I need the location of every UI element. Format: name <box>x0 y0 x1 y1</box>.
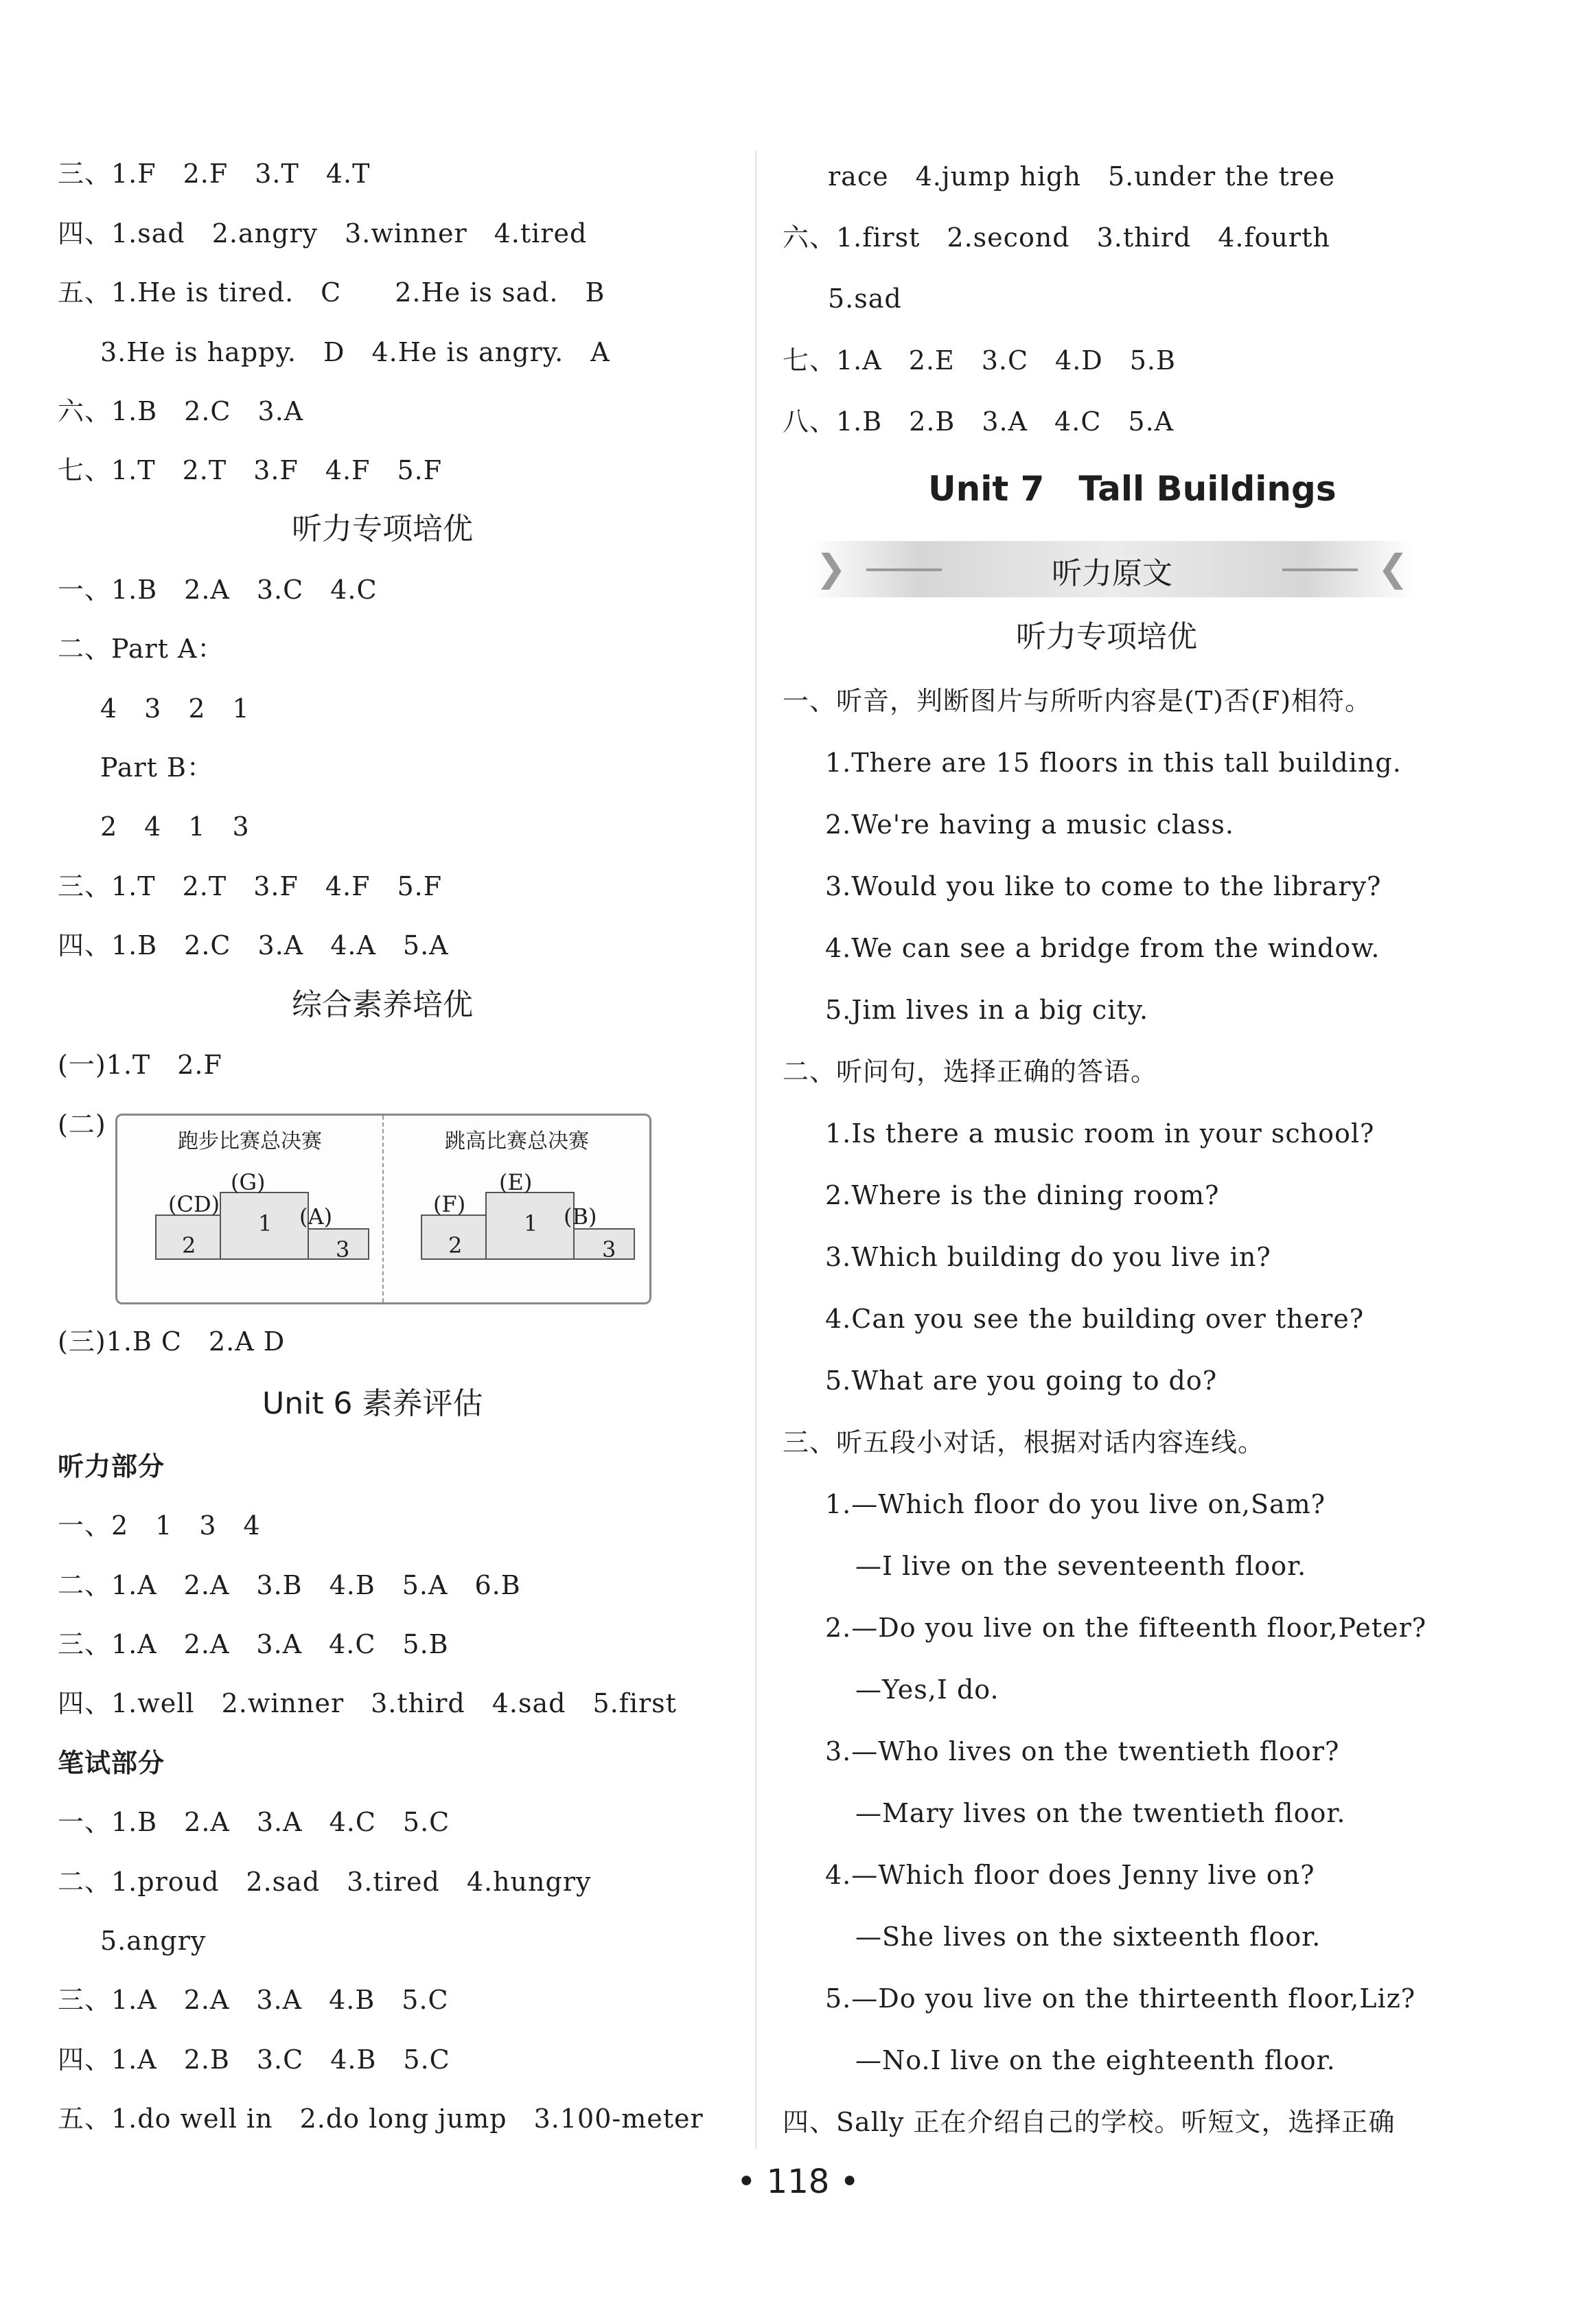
subsection-label: 听力部分 <box>58 1451 165 1482</box>
question-line: 一、听音，判断图片与所听内容是(T)否(F)相符。 <box>783 686 1372 716</box>
podium-title-high-jump: 跳高比赛总决赛 <box>445 1129 589 1153</box>
script-line: 1.—Which floor do you live on,Sam? <box>825 1489 1326 1519</box>
section-heading: Unit 6 素养评估 <box>262 1386 483 1421</box>
script-line: —Yes,I do. <box>855 1674 999 1705</box>
script-line: 3.Which building do you live in? <box>825 1242 1271 1272</box>
question-line: 四、Sally 正在介绍自己的学校。听短文，选择正确 <box>783 2107 1396 2137</box>
answer-line: 四、1.sad 2.angry 3.winner 4.tired <box>58 218 588 249</box>
answer-line: race 4.jump high 5.under the tree <box>828 161 1335 192</box>
script-line: 5.Jim lives in a big city. <box>825 995 1149 1025</box>
answer-line: 5.sad <box>828 284 902 314</box>
podium-figure <box>115 1114 651 1304</box>
script-line: 5.What are you going to do? <box>825 1366 1218 1396</box>
column-divider <box>755 151 756 2149</box>
answer-line: 3.He is happy. D 4.He is angry. A <box>100 337 610 367</box>
question-line: 三、听五段小对话，根据对话内容连线。 <box>783 1427 1265 1458</box>
podium-mark: 1 <box>258 1210 273 1236</box>
podium-mark: 3 <box>336 1236 350 1263</box>
podium-mark: 1 <box>524 1210 538 1236</box>
answer-line: 一、1.B 2.A 3.C 4.C <box>58 575 378 605</box>
script-line: —No.I live on the eighteenth floor. <box>855 2045 1336 2075</box>
answer-line: 三、1.T 2.T 3.F 4.F 5.F <box>58 871 443 901</box>
answer-line: 二、Part A： <box>58 634 224 664</box>
answer-line: 4 3 2 1 <box>100 693 250 724</box>
question-line: 二、听问句，选择正确的答语。 <box>783 1057 1158 1087</box>
podium-mark: (CD) <box>168 1191 220 1217</box>
podium-mark: (B) <box>564 1203 597 1230</box>
script-line: 2.Where is the dining room? <box>825 1180 1220 1210</box>
section-heading: 听力专项培优 <box>292 511 473 546</box>
podium-title-running: 跑步比赛总决赛 <box>178 1129 322 1153</box>
answer-line: 2 4 1 3 <box>100 811 250 842</box>
chevron-left-icon: ❮ <box>1377 546 1409 590</box>
answer-line: 四、1.A 2.B 3.C 4.B 5.C <box>58 2045 450 2075</box>
script-line: 4.We can see a bridge from the window. <box>825 933 1380 963</box>
podium-mark: 2 <box>448 1232 463 1258</box>
podium-mark: 2 <box>182 1232 196 1258</box>
podium-mark: 3 <box>602 1236 616 1263</box>
answer-line: 5.angry <box>100 1926 207 1956</box>
answer-line: 四、1.B 2.C 3.A 4.A 5.A <box>58 930 449 960</box>
answer-line: 七、1.T 2.T 3.F 4.F 5.F <box>58 455 443 485</box>
podium-mark: (A) <box>299 1203 333 1230</box>
answer-line: 六、1.first 2.second 3.third 4.fourth <box>783 222 1330 253</box>
answer-line: 三、1.A 2.A 3.A 4.B 5.C <box>58 1985 449 2015</box>
script-line: 4.—Which floor does Jenny live on? <box>825 1860 1315 1890</box>
answer-line: 六、1.B 2.C 3.A <box>58 396 304 426</box>
section-heading: 综合素养培优 <box>292 987 473 1022</box>
section-heading: 听力专项培优 <box>1016 619 1197 654</box>
answer-line: 二、1.proud 2.sad 3.tired 4.hungry <box>58 1867 592 1897</box>
answer-line: 七、1.A 2.E 3.C 4.D 5.B <box>783 345 1176 376</box>
podium-mark: (E) <box>499 1169 533 1195</box>
banner-label: 听力原文 <box>1052 556 1172 591</box>
podium-mark: (G) <box>231 1169 266 1195</box>
answer-line: (一)1.T 2.F <box>58 1050 222 1080</box>
script-line: 5.—Do you live on the thirteenth floor,Liz? <box>825 1983 1416 2014</box>
answer-line: 三、1.F 2.F 3.T 4.T <box>58 159 371 189</box>
podium-drawing <box>117 1116 649 1302</box>
chevron-right-icon: ❯ <box>816 546 847 590</box>
script-line: 3.Would you like to come to the library? <box>825 871 1382 901</box>
answer-line: 三、1.A 2.A 3.A 4.C 5.B <box>58 1629 449 1659</box>
script-line: 1.There are 15 floors in this tall building. <box>825 748 1402 778</box>
listening-script-banner <box>810 541 1414 597</box>
answer-line: 四、1.well 2.winner 3.third 4.sad 5.first <box>58 1688 677 1718</box>
answer-line: (二) <box>58 1109 106 1140</box>
answer-line: 一、1.B 2.A 3.A 4.C 5.C <box>58 1807 450 1837</box>
podium-mark: (F) <box>433 1191 466 1217</box>
subsection-label: 笔试部分 <box>58 1748 165 1778</box>
script-line: —She lives on the sixteenth floor. <box>855 1922 1321 1952</box>
answer-line: (三)1.B C 2.A D <box>58 1326 286 1357</box>
answer-line: 八、1.B 2.B 3.A 4.C 5.A <box>783 406 1175 437</box>
answer-line: 二、1.A 2.A 3.B 4.B 5.A 6.B <box>58 1570 521 1600</box>
script-line: 4.Can you see the building over there? <box>825 1304 1365 1334</box>
script-line: 3.—Who lives on the twentieth floor? <box>825 1736 1340 1766</box>
script-line: 2.We're having a music class. <box>825 809 1234 840</box>
page-number: • 118 • <box>737 2163 859 2201</box>
script-line: —Mary lives on the twentieth floor. <box>855 1798 1346 1828</box>
answer-line: 一、2 1 3 4 <box>58 1510 261 1541</box>
script-line: —I live on the seventeenth floor. <box>855 1551 1307 1581</box>
answer-line: 五、1.do well in 2.do long jump 3.100-meter <box>58 2104 704 2134</box>
script-line: 1.Is there a music room in your school? <box>825 1118 1375 1149</box>
script-line: 2.—Do you live on the fifteenth floor,Peter? <box>825 1613 1427 1643</box>
answer-line: Part B： <box>100 752 213 783</box>
unit-title: Unit 7 Tall Buildings <box>928 469 1337 509</box>
answer-line: 五、1.He is tired. C 2.He is sad. B <box>58 277 605 308</box>
